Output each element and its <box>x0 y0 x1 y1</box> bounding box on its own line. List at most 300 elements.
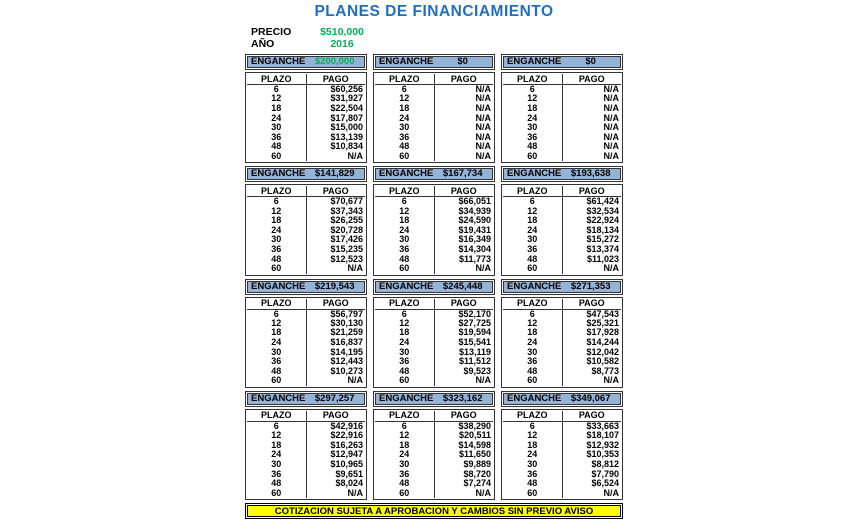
plan-block <box>501 54 623 163</box>
table-header-row <box>247 186 365 197</box>
plazo-cell: 30 <box>247 123 306 133</box>
pago-cell: $11,023 <box>586 253 619 264</box>
enganche-header-cell <box>247 393 365 405</box>
plan-table <box>373 297 495 388</box>
enganche-label: ENGANCHE <box>507 56 562 67</box>
plazo-cell: 60 <box>375 264 434 274</box>
pago-cell: $9,651 <box>335 468 363 479</box>
plazo-header-cell: PLAZO <box>375 74 434 85</box>
enganche-label: ENGANCHE <box>507 168 562 180</box>
enganche-label: ENGANCHE <box>251 392 306 404</box>
pago-cell: N/A <box>347 150 363 161</box>
pago-header-cell: PAGO <box>562 74 621 85</box>
plan-block <box>373 279 495 388</box>
plazo-cell: 36 <box>375 357 434 367</box>
plan-block <box>245 166 367 275</box>
pago-cell: $16,837 <box>330 337 363 348</box>
plazo-cell: 18 <box>503 216 562 226</box>
plazo-cell: 36 <box>503 132 562 142</box>
table-header-row <box>247 411 365 422</box>
plazo-cell: 30 <box>503 347 562 357</box>
plazo-cell: 6 <box>247 85 306 95</box>
plazo-cell: 60 <box>247 264 306 274</box>
enganche-value: $193,638 <box>570 168 611 180</box>
pago-cell: $22,916 <box>330 430 363 441</box>
pago-header-cell: PAGO <box>434 186 493 197</box>
enganche-header-cell <box>247 168 365 180</box>
plan-table <box>501 409 623 500</box>
table-row <box>503 488 621 498</box>
pago-header-cell: PAGO <box>434 299 493 310</box>
plazo-cell: 48 <box>247 254 306 264</box>
plazo-cell: 18 <box>247 104 306 114</box>
pago-cell: $33,663 <box>586 420 619 431</box>
plazo-cell: 60 <box>247 488 306 498</box>
table-row <box>503 104 621 114</box>
pago-cell: $7,274 <box>463 478 491 489</box>
plan-table <box>245 297 367 388</box>
pago-cell: $18,107 <box>586 430 619 441</box>
plan-block <box>373 54 495 163</box>
pago-cell: $8,812 <box>591 458 619 469</box>
content <box>245 26 623 519</box>
pago-cell: N/A <box>475 375 491 386</box>
table-row <box>503 152 621 162</box>
pago-cell: $17,928 <box>586 327 619 338</box>
plazo-cell: 6 <box>375 421 434 431</box>
plazo-cell: 30 <box>247 347 306 357</box>
plazo-cell: 18 <box>503 440 562 450</box>
plazo-cell: 18 <box>247 440 306 450</box>
enganche-header-cell <box>375 56 493 68</box>
pago-cell: $13,374 <box>586 244 619 255</box>
plazo-cell: 18 <box>375 216 434 226</box>
plazo-cell: 30 <box>375 123 434 133</box>
plan-table <box>501 297 623 388</box>
pago-cell: $14,244 <box>586 337 619 348</box>
page <box>0 3 868 523</box>
plazo-cell: 48 <box>375 479 434 489</box>
precio-value: $510,000 <box>320 26 364 38</box>
pago-header-cell: PAGO <box>306 186 365 197</box>
table-row <box>247 152 365 162</box>
plazo-cell: 48 <box>247 367 306 377</box>
table-row <box>247 376 365 386</box>
enganche-header <box>501 391 623 407</box>
pago-cell: $10,965 <box>330 458 363 469</box>
plazo-cell: 12 <box>503 431 562 441</box>
pago-cell: $42,916 <box>330 420 363 431</box>
plazo-cell: 36 <box>247 357 306 367</box>
pago-cell: N/A <box>475 112 491 123</box>
plazo-cell: 12 <box>503 94 562 104</box>
pago-cell: $19,431 <box>458 224 491 235</box>
pago-cell: $13,139 <box>330 131 363 142</box>
enganche-value: $200,000 <box>314 56 355 67</box>
plazo-cell: 36 <box>247 245 306 255</box>
pago-header-cell: PAGO <box>434 411 493 422</box>
pago-cell: N/A <box>603 112 619 123</box>
plazo-cell: 18 <box>247 328 306 338</box>
enganche-value: $219,543 <box>314 280 355 292</box>
table-row <box>247 479 365 489</box>
enganche-label: ENGANCHE <box>251 280 306 292</box>
pago-cell: N/A <box>603 102 619 113</box>
plazo-cell: 60 <box>247 152 306 162</box>
page-title: PLANES DE FINANCIAMIENTO <box>314 3 554 20</box>
pago-cell: $66,051 <box>458 196 491 207</box>
table-row <box>503 460 621 470</box>
plan-table <box>373 409 495 500</box>
pago-cell: N/A <box>475 93 491 104</box>
pago-cell: $7,790 <box>591 468 619 479</box>
plans-grid <box>245 54 623 500</box>
pago-cell: N/A <box>347 375 363 386</box>
pago-cell: $15,541 <box>458 337 491 348</box>
price-info <box>245 26 623 50</box>
pago-cell: N/A <box>475 263 491 274</box>
pago-cell: $24,590 <box>458 215 491 226</box>
pago-cell: N/A <box>475 122 491 133</box>
plazo-cell: 60 <box>503 264 562 274</box>
pago-cell: $16,263 <box>330 439 363 450</box>
plazo-cell: 12 <box>503 206 562 216</box>
pago-cell: $47,543 <box>586 308 619 319</box>
table-row <box>247 431 365 441</box>
table-row <box>503 479 621 489</box>
enganche-value: $167,734 <box>442 168 483 180</box>
plazo-cell: 6 <box>503 85 562 95</box>
plazo-cell: 30 <box>503 460 562 470</box>
plazo-cell: 30 <box>375 235 434 245</box>
pago-cell: N/A <box>603 122 619 133</box>
table-row <box>503 376 621 386</box>
plazo-cell: 48 <box>503 142 562 152</box>
pago-cell: N/A <box>603 131 619 142</box>
table-row <box>375 197 493 207</box>
enganche-header <box>245 54 367 70</box>
pago-cell: $8,024 <box>335 478 363 489</box>
enganche-header <box>245 166 367 182</box>
plazo-cell: 24 <box>375 338 434 348</box>
table-row <box>375 376 493 386</box>
plazo-cell: 12 <box>375 94 434 104</box>
plazo-cell: 60 <box>247 376 306 386</box>
pago-cell: N/A <box>603 487 619 498</box>
table-row <box>375 264 493 274</box>
plazo-cell: 36 <box>375 245 434 255</box>
pago-cell: N/A <box>603 263 619 274</box>
plazo-cell: 36 <box>503 357 562 367</box>
pago-cell: N/A <box>603 141 619 152</box>
plazo-cell: 48 <box>503 254 562 264</box>
pago-cell: N/A <box>603 84 619 95</box>
plazo-cell: 6 <box>375 309 434 319</box>
enganche-header <box>373 279 495 295</box>
enganche-value: $349,067 <box>570 392 611 404</box>
plan-block <box>245 54 367 163</box>
plazo-cell: 48 <box>503 367 562 377</box>
pago-cell: $61,424 <box>586 196 619 207</box>
enganche-label: ENGANCHE <box>251 56 306 67</box>
table-row <box>503 197 621 207</box>
pago-cell: $12,932 <box>586 439 619 450</box>
pago-cell: $15,235 <box>330 244 363 255</box>
plan-block <box>373 166 495 275</box>
table-row <box>247 488 365 498</box>
pago-cell: N/A <box>603 150 619 161</box>
enganche-header <box>501 166 623 182</box>
plazo-cell: 12 <box>375 206 434 216</box>
enganche-value: $141,829 <box>314 168 355 180</box>
enganche-value: $271,353 <box>570 280 611 292</box>
plazo-cell: 18 <box>375 328 434 338</box>
table-row <box>375 338 493 348</box>
pago-cell: $38,290 <box>458 420 491 431</box>
plazo-cell: 18 <box>375 104 434 114</box>
plazo-cell: 36 <box>375 469 434 479</box>
plan-table <box>373 72 495 163</box>
plazo-cell: 12 <box>247 94 306 104</box>
plan-block <box>501 166 623 275</box>
plazo-header-cell: PLAZO <box>375 299 434 310</box>
plan-block <box>373 391 495 500</box>
plazo-header-cell: PLAZO <box>503 74 562 85</box>
plan-table <box>245 184 367 275</box>
table-row <box>375 431 493 441</box>
enganche-header <box>501 54 623 70</box>
plazo-cell: 6 <box>247 309 306 319</box>
table-row <box>247 104 365 114</box>
table-row <box>375 460 493 470</box>
plazo-cell: 48 <box>503 479 562 489</box>
plan-block <box>245 279 367 388</box>
plazo-cell: 24 <box>375 226 434 236</box>
table-header-row <box>375 411 493 422</box>
pago-cell: $11,773 <box>458 253 491 264</box>
pago-cell: $20,728 <box>330 224 363 235</box>
table-row <box>375 488 493 498</box>
pago-cell: $26,255 <box>330 215 363 226</box>
pago-header-cell: PAGO <box>562 186 621 197</box>
enganche-label: ENGANCHE <box>379 56 434 67</box>
plazo-cell: 12 <box>375 431 434 441</box>
footer-text: COTIZACION SUJETA A APROBACION Y CAMBIOS SIN PREVIO AVISO <box>247 505 621 517</box>
plazo-cell: 24 <box>247 226 306 236</box>
plazo-header-cell: PLAZO <box>375 411 434 422</box>
pago-cell: N/A <box>347 263 363 274</box>
table-header-row <box>375 74 493 85</box>
pago-cell: $34,939 <box>458 205 491 216</box>
plazo-cell: 12 <box>503 319 562 329</box>
pago-cell: $22,504 <box>330 102 363 113</box>
plazo-cell: 12 <box>375 319 434 329</box>
table-row <box>247 197 365 207</box>
plazo-cell: 6 <box>503 421 562 431</box>
plazo-cell: 48 <box>375 367 434 377</box>
table-row <box>375 104 493 114</box>
plazo-cell: 6 <box>503 197 562 207</box>
enganche-header <box>245 279 367 295</box>
plan-block <box>245 391 367 500</box>
enganche-header-cell <box>375 168 493 180</box>
plazo-cell: 24 <box>503 226 562 236</box>
pago-cell: $56,797 <box>330 308 363 319</box>
plan-table <box>501 184 623 275</box>
pago-cell: $10,834 <box>330 141 363 152</box>
enganche-header <box>245 391 367 407</box>
plazo-cell: 18 <box>247 216 306 226</box>
enganche-header-cell <box>247 56 365 68</box>
table-row <box>247 460 365 470</box>
pago-cell: $17,807 <box>330 112 363 123</box>
plazo-cell: 36 <box>503 469 562 479</box>
plazo-header-cell: PLAZO <box>503 411 562 422</box>
pago-cell: N/A <box>475 102 491 113</box>
precio-row <box>251 26 623 38</box>
pago-cell: $31,927 <box>330 93 363 104</box>
table-header-row <box>503 299 621 310</box>
plazo-header-cell: PLAZO <box>247 299 306 310</box>
plazo-cell: 6 <box>247 197 306 207</box>
plazo-cell: 60 <box>503 376 562 386</box>
enganche-header-cell <box>503 56 621 68</box>
pago-header-cell: PAGO <box>562 299 621 310</box>
plazo-cell: 60 <box>503 152 562 162</box>
table-row <box>503 245 621 255</box>
plazo-cell: 6 <box>375 85 434 95</box>
plazo-header-cell: PLAZO <box>503 186 562 197</box>
enganche-value: $245,448 <box>442 280 483 292</box>
plazo-cell: 24 <box>375 113 434 123</box>
table-row <box>247 245 365 255</box>
plazo-cell: 36 <box>247 132 306 142</box>
pago-cell: $10,582 <box>586 356 619 367</box>
plazo-cell: 48 <box>375 254 434 264</box>
plazo-cell: 30 <box>247 460 306 470</box>
table-row <box>503 338 621 348</box>
plazo-cell: 48 <box>247 479 306 489</box>
pago-cell: N/A <box>475 150 491 161</box>
pago-cell: $17,426 <box>330 234 363 245</box>
plazo-cell: 60 <box>375 152 434 162</box>
plazo-cell: 60 <box>375 376 434 386</box>
pago-cell: N/A <box>475 141 491 152</box>
pago-cell: N/A <box>475 131 491 142</box>
enganche-header-cell <box>503 168 621 180</box>
pago-cell: $60,256 <box>330 84 363 95</box>
pago-cell: $22,924 <box>586 215 619 226</box>
pago-header-cell: PAGO <box>306 411 365 422</box>
plazo-header-cell: PLAZO <box>247 74 306 85</box>
plazo-cell: 18 <box>503 328 562 338</box>
table-header-row <box>375 186 493 197</box>
plazo-cell: 12 <box>247 206 306 216</box>
plazo-cell: 6 <box>503 309 562 319</box>
table-row <box>247 338 365 348</box>
pago-header-cell: PAGO <box>562 411 621 422</box>
plan-table <box>501 72 623 163</box>
plazo-cell: 6 <box>375 197 434 207</box>
plan-table <box>245 409 367 500</box>
pago-cell: $8,773 <box>591 365 619 376</box>
plazo-cell: 12 <box>247 319 306 329</box>
pago-cell: $52,170 <box>458 308 491 319</box>
pago-cell: $9,889 <box>463 458 491 469</box>
enganche-header-cell <box>375 393 493 405</box>
table-header-row <box>375 299 493 310</box>
plazo-cell: 24 <box>503 338 562 348</box>
pago-cell: $27,725 <box>458 317 491 328</box>
plan-block <box>501 279 623 388</box>
pago-cell: $25,321 <box>586 317 619 328</box>
enganche-label: ENGANCHE <box>507 280 562 292</box>
enganche-header-cell <box>375 281 493 293</box>
plazo-cell: 36 <box>503 245 562 255</box>
plazo-cell: 36 <box>247 469 306 479</box>
plazo-header-cell: PLAZO <box>375 186 434 197</box>
enganche-header <box>373 166 495 182</box>
plazo-cell: 30 <box>375 347 434 357</box>
enganche-label: ENGANCHE <box>507 392 562 404</box>
plazo-cell: 60 <box>375 488 434 498</box>
pago-cell: N/A <box>347 487 363 498</box>
pago-cell: $14,304 <box>458 244 491 255</box>
pago-cell: N/A <box>603 93 619 104</box>
plazo-cell: 24 <box>247 450 306 460</box>
plazo-cell: 18 <box>375 440 434 450</box>
plazo-cell: 24 <box>503 113 562 123</box>
pago-cell: $12,042 <box>586 346 619 357</box>
pago-cell: $8,720 <box>463 468 491 479</box>
pago-cell: N/A <box>475 487 491 498</box>
plazo-cell: 24 <box>375 450 434 460</box>
pago-cell: $21,259 <box>330 327 363 338</box>
pago-cell: $32,534 <box>586 205 619 216</box>
plazo-cell: 6 <box>247 421 306 431</box>
footer-banner <box>245 503 623 519</box>
enganche-label: ENGANCHE <box>251 168 306 180</box>
pago-cell: $11,650 <box>458 449 491 460</box>
pago-cell: $16,349 <box>458 234 491 245</box>
table-row <box>247 264 365 274</box>
enganche-header <box>373 54 495 70</box>
pago-cell: $12,947 <box>330 449 363 460</box>
pago-cell: $37,343 <box>330 205 363 216</box>
plazo-cell: 24 <box>503 450 562 460</box>
pago-cell: $10,353 <box>586 449 619 460</box>
pago-cell: $13,119 <box>458 346 491 357</box>
pago-header-cell: PAGO <box>434 74 493 85</box>
pago-header-cell: PAGO <box>306 74 365 85</box>
table-row <box>375 479 493 489</box>
enganche-label: ENGANCHE <box>379 168 434 180</box>
plazo-header-cell: PLAZO <box>247 186 306 197</box>
enganche-header-cell <box>247 281 365 293</box>
table-row <box>375 245 493 255</box>
pago-cell: $15,272 <box>586 234 619 245</box>
pago-cell: $6,524 <box>591 478 619 489</box>
table-header-row <box>503 186 621 197</box>
plazo-cell: 60 <box>503 488 562 498</box>
enganche-header <box>373 391 495 407</box>
plazo-cell: 48 <box>375 142 434 152</box>
enganche-header-cell <box>503 281 621 293</box>
enganche-value: $297,257 <box>314 392 355 404</box>
pago-cell: $12,443 <box>330 356 363 367</box>
enganche-value: $323,162 <box>442 392 483 404</box>
table-header-row <box>247 74 365 85</box>
